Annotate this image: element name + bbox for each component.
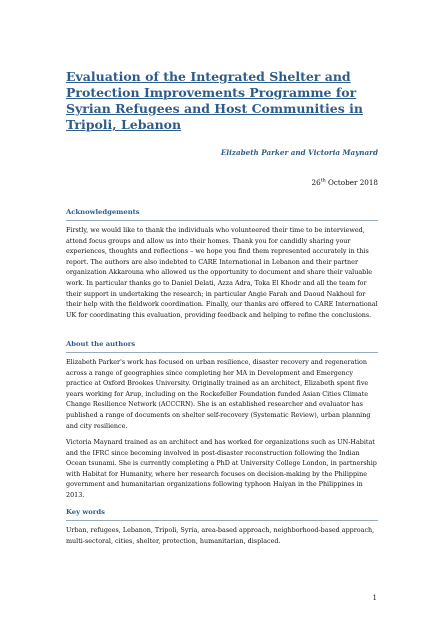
date-day: 26 [311, 178, 321, 187]
publication-date [312, 178, 378, 187]
date-rest: October 2018 [325, 178, 378, 187]
about-authors-paragraph-2: Victoria Maynard trained as an architect and has worked for organizations such as UN-Habitat and the IFRC since becoming involved in post-disaster reconstruction following the Indian Ocean tsunami. She is currently completing a PhD at University College London, in partnership with Habitat for Humanity, where her research focuses on decision-making by the Philippine government and humanitarian organizations following typhoon Haiyan in the Philippines in 2013. [66, 438, 377, 499]
document-title: Evaluation of the Integrated Shelter and Protection Improvements Programme for Syrian Refugees and Host Communities in Tripoli, Lebanon [66, 69, 363, 132]
acknowledgements-text: Firstly, we would like to thank the individuals who volunteered their time to be interviewed, attend focus groups and allow us into their homes. Thank you for candidly sharing your experiences, thoughts and reflections – we hope you find them represented accurately in this report. The authors are also indebted to CARE International in Lebanon and their partner organization Akkarouna who allowed us the opportunity to document and share their valuable work. In particular thanks go to Daniel Delati, Azza Adra, Toka El Khodr and all the team for their support in undertaking the research; in particular Angie Farah and Daoud Nakhoul for their help with the fieldwork coordination. Finally, our thanks are offered to CARE International UK for coordinating this evaluation, providing feedback and helping to refine the conclusions. [66, 226, 378, 319]
date-suffix: th [320, 178, 326, 184]
page-number: 1 [372, 594, 377, 602]
acknowledgements-heading: Acknowledgements [66, 208, 140, 216]
about-authors-heading: About the authors [66, 340, 136, 348]
key-words-heading: Key words [66, 508, 105, 516]
key-words-text: Urban, refugees, Lebanon, Tripoli, Syria, area-based approach, neighborhood-based approach, multi-sectoral, cities, shelter, protection, humanitarian, displaced. [66, 526, 375, 545]
key-words-divider [66, 520, 378, 521]
about-authors-divider [66, 352, 378, 353]
about-authors-paragraph-1: Elizabeth Parker's work has focused on urban resilience, disaster recovery and regeneration across a range of geographies since completing her MA in Development and Emergency practice at Oxford Brookes University. Originally trained as an architect, Elizabeth spent five years working for Arup, including on the Rockefeller Foundation funded Asian Cities Climate Change Resilience Network (ACCCRN). She is an established researcher and evaluator has published a range of documents on shelter self-recovery (Systematic Review), urban planning and city resilience. [66, 358, 371, 430]
acknowledgements-divider [66, 220, 378, 221]
author-names: Elizabeth Parker and Victoria Maynard [220, 148, 378, 157]
